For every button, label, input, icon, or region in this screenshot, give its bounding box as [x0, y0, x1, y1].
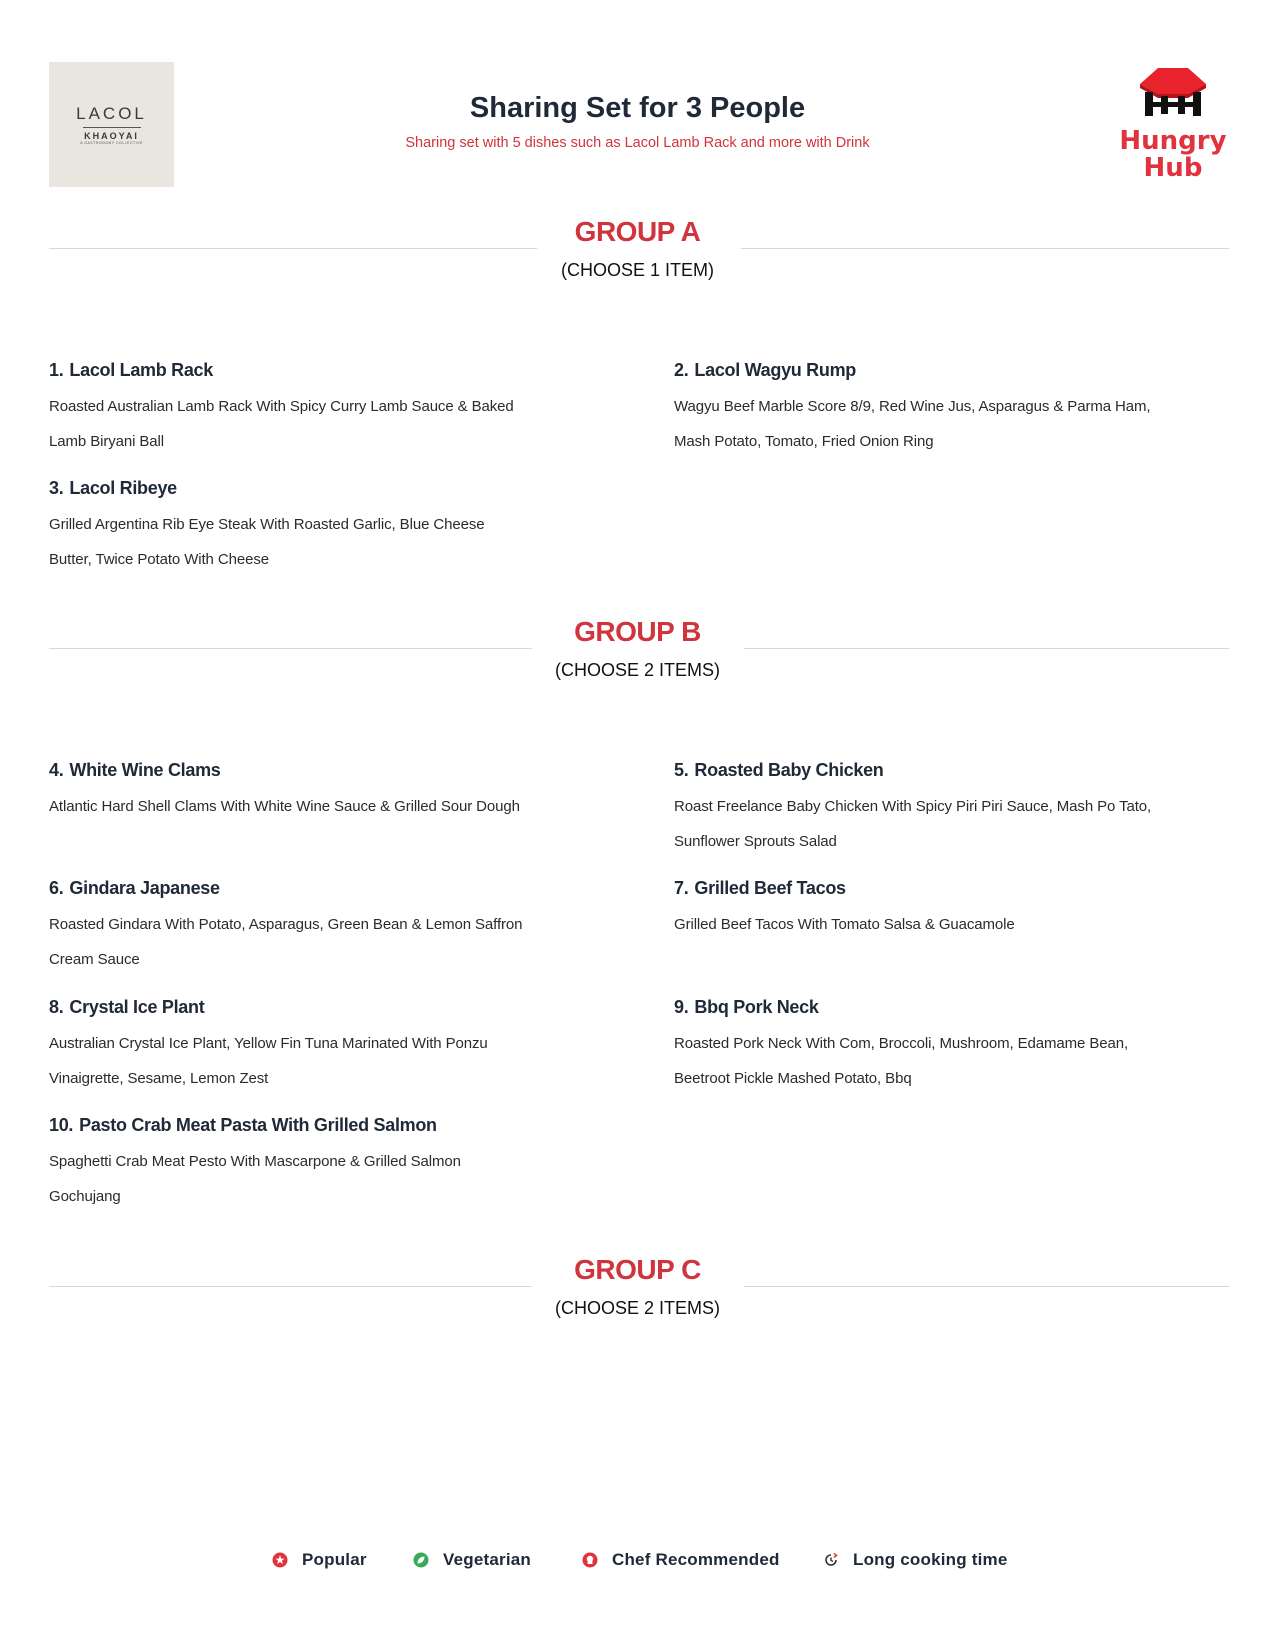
menu-item	[49, 760, 529, 824]
menu-item-name	[49, 478, 529, 499]
menu-item-description: Wagyu Beef Marble Score 8/9, Red Wine Jus, Asparagus & Parma Ham, Mash Potato, Tomato, Fried Onion Ring	[674, 398, 1151, 450]
divider-left	[49, 1286, 532, 1287]
menu-item-title: Gindara Japanese	[69, 878, 220, 898]
menu-item	[49, 478, 529, 577]
menu-item-title: Lacol Ribeye	[69, 478, 177, 498]
menu-item-description: Grilled Beef Tacos With Tomato Salsa & Guacamole	[674, 916, 1015, 933]
divider-right	[744, 1286, 1229, 1287]
legend-label: Vegetarian	[443, 1550, 531, 1569]
menu-item-number: 5.	[674, 760, 689, 780]
menu-item-description: Roasted Gindara With Potato, Asparagus, Green Bean & Lemon Saffron Cream Sauce	[49, 916, 523, 968]
menu-item	[49, 997, 529, 1096]
menu-item-description: Grilled Argentina Rib Eye Steak With Roasted Garlic, Blue Cheese Butter, Twice Potato With Cheese	[49, 516, 485, 568]
chef-recommended-icon	[582, 1552, 598, 1568]
legend-vegetarian	[413, 1550, 531, 1570]
menu-item-number: 8.	[49, 997, 64, 1017]
menu-item-title: Crystal Ice Plant	[69, 997, 205, 1017]
menu-item	[674, 360, 1154, 459]
legend-label: Long cooking time	[853, 1550, 1008, 1569]
divider-left	[49, 248, 537, 249]
hungry-hub-logo	[1118, 64, 1228, 186]
menu-item	[674, 760, 1154, 859]
group-choose-label: (CHOOSE 2 ITEMS)	[554, 660, 720, 680]
restaurant-logo-line3: A GASTRONOMY COLLECTIVE	[80, 141, 143, 145]
menu-item-description: Roast Freelance Baby Chicken With Spicy Piri Piri Sauce, Mash Po Tato, Sunflower Sprouts Salad	[674, 798, 1152, 850]
restaurant-logo-line1: LACOL	[76, 104, 147, 123]
menu-item-description: Atlantic Hard Shell Clams With White Wine Sauce & Grilled Sour Dough	[49, 798, 520, 815]
legend	[0, 1550, 1275, 1590]
menu-item-description: Roasted Australian Lamb Rack With Spicy Curry Lamb Sauce & Baked Lamb Biryani Ball	[49, 398, 514, 450]
long-cooking-time-icon	[823, 1552, 839, 1568]
menu-item-title: Lacol Lamb Rack	[69, 360, 213, 380]
menu-item-name	[674, 997, 1154, 1018]
menu-item	[674, 997, 1154, 1096]
menu-item-title: Bbq Pork Neck	[694, 997, 819, 1017]
divider-right	[741, 248, 1229, 249]
group-a-header	[0, 202, 1275, 292]
menu-item-number: 10.	[49, 1115, 74, 1135]
legend-long-cooking-time	[823, 1550, 1008, 1570]
menu-item	[49, 878, 529, 977]
svg-text:Hub: Hub	[1143, 153, 1203, 183]
menu-item	[49, 360, 529, 459]
group-title: GROUP B	[574, 616, 701, 647]
legend-popular	[272, 1550, 367, 1570]
group-choose-label: (CHOOSE 2 ITEMS)	[554, 1298, 720, 1318]
popular-icon	[272, 1552, 288, 1568]
restaurant-logo	[49, 62, 174, 187]
menu-item-name	[49, 1115, 569, 1136]
menu-item	[674, 878, 1154, 942]
menu-item-number: 1.	[49, 360, 64, 380]
menu-item-title: Roasted Baby Chicken	[694, 760, 884, 780]
menu-item-title: Pasto Crab Meat Pasta With Grilled Salmon	[79, 1115, 437, 1135]
menu-item-title: Grilled Beef Tacos	[694, 878, 846, 898]
legend-label: Chef Recommended	[612, 1550, 780, 1569]
menu-item-number: 2.	[674, 360, 689, 380]
menu-item-number: 4.	[49, 760, 64, 780]
group-b-header	[0, 602, 1275, 692]
menu-item-number: 6.	[49, 878, 64, 898]
restaurant-logo-divider	[83, 127, 141, 128]
menu-item-number: 3.	[49, 478, 64, 498]
page-header	[0, 0, 1275, 200]
legend-label: Popular	[302, 1550, 367, 1569]
group-title: GROUP C	[574, 1254, 701, 1285]
menu-item-description: Spaghetti Crab Meat Pesto With Mascarpone & Grilled Salmon Gochujang	[49, 1153, 461, 1205]
restaurant-logo-line2: KHAOYAI	[84, 131, 139, 141]
menu-item-number: 9.	[674, 997, 689, 1017]
menu-item-title: White Wine Clams	[69, 760, 221, 780]
page-title: Sharing Set for 3 People	[469, 92, 806, 124]
menu-item-name	[49, 760, 529, 781]
menu-item-title: Lacol Wagyu Rump	[694, 360, 856, 380]
page-subtitle: Sharing set with 5 dishes such as Lacol Lamb Rack and more with Drink	[405, 135, 870, 151]
menu-item-name	[674, 360, 1154, 381]
group-c-header	[0, 1240, 1275, 1330]
legend-chef-recommended	[582, 1550, 780, 1570]
svg-text:Hungry: Hungry	[1119, 126, 1227, 156]
group-choose-label: (CHOOSE 1 ITEM)	[560, 260, 714, 280]
menu-item-description: Roasted Pork Neck With Com, Broccoli, Mushroom, Edamame Bean, Beetroot Pickle Mashed Potato, Bbq	[674, 1035, 1129, 1087]
divider-left	[49, 648, 532, 649]
menu-item-name	[674, 878, 1154, 899]
menu-item	[49, 1115, 569, 1214]
menu-item-name	[674, 760, 1154, 781]
divider-right	[744, 648, 1229, 649]
menu-item-name	[49, 997, 529, 1018]
vegetarian-icon	[413, 1552, 429, 1568]
menu-item-description: Australian Crystal Ice Plant, Yellow Fin Tuna Marinated With Ponzu Vinaigrette, Sesame, Lemon Zest	[49, 1035, 488, 1087]
menu-item-number: 7.	[674, 878, 689, 898]
menu-item-name	[49, 360, 529, 381]
table-icon	[1118, 64, 1228, 186]
title-block	[300, 92, 975, 151]
group-title: GROUP A	[574, 216, 701, 247]
menu-item-name	[49, 878, 529, 899]
